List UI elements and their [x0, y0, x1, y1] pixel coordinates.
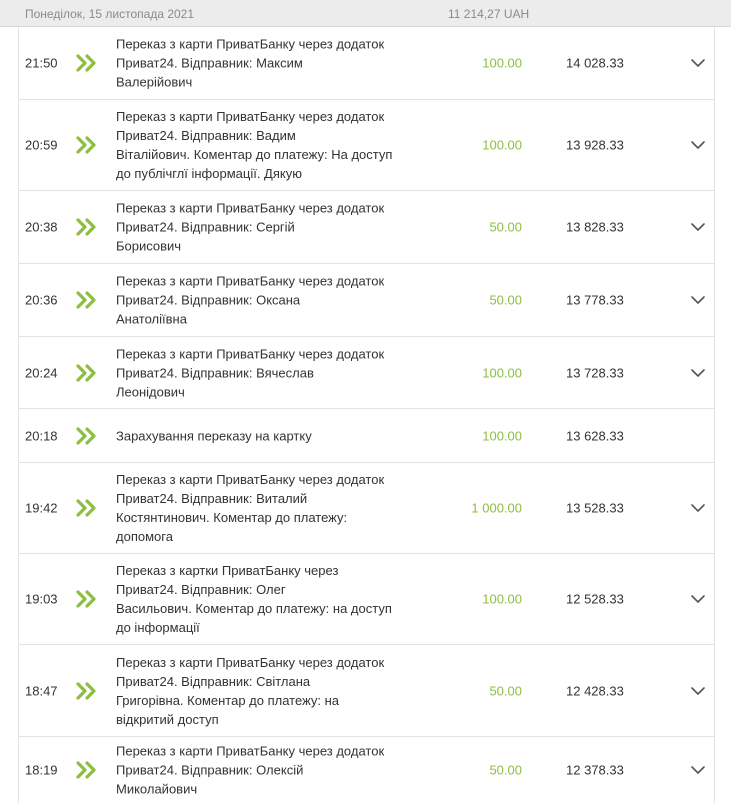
transaction-row[interactable] — [18, 554, 715, 645]
description-line: Приват24. Відправник: Вадим — [116, 128, 296, 143]
transaction-time: 20:24 — [25, 365, 58, 380]
description-line: Васильович. Коментар до платежу: на доступ — [116, 601, 392, 616]
transaction-amount: 100.00 — [482, 428, 522, 443]
transaction-row[interactable] — [18, 100, 715, 191]
day-total: 11 214,27 UAH — [448, 7, 530, 21]
transaction-time: 18:19 — [25, 762, 58, 778]
description-line: Переказ з карти ПриватБанку через додаток — [116, 273, 385, 289]
chevron-down-icon[interactable] — [691, 368, 705, 377]
double-chevron-right-icon — [76, 682, 98, 700]
transaction-time: 19:42 — [25, 500, 58, 516]
description-line: до публічглї інформації. Дякую — [116, 166, 302, 181]
description-line: Леонідович — [116, 384, 185, 399]
date-label: Понеділок, 15 листопада 2021 — [25, 7, 195, 21]
balance-after: 13 728.33 — [566, 365, 624, 380]
transaction-amount: 50.00 — [489, 292, 522, 308]
transaction-description — [116, 107, 406, 183]
description-line: до інформації — [116, 620, 200, 635]
description-line: Приват24. Відправник: Виталий — [116, 491, 308, 506]
transaction-amount: 100.00 — [482, 137, 522, 153]
transaction-time: 20:38 — [25, 219, 58, 235]
transaction-time: 20:36 — [25, 292, 58, 308]
transaction-time: 20:18 — [25, 428, 58, 443]
transaction-row[interactable] — [18, 264, 715, 337]
transaction-description — [116, 344, 406, 401]
double-chevron-right-icon — [76, 499, 98, 517]
description-line: Борисович — [116, 238, 182, 254]
chevron-down-icon[interactable] — [691, 686, 705, 695]
description-line: Приват24. Відправник: Олексій — [116, 762, 304, 778]
transaction-time: 19:03 — [25, 591, 58, 607]
description-line: Приват24. Відправник: Максим — [116, 55, 303, 71]
transaction-amount: 50.00 — [489, 683, 522, 698]
description-line: Віталійович. Коментар до платежу: На доступ — [116, 147, 393, 162]
double-chevron-right-icon — [76, 54, 98, 72]
transaction-amount: 100.00 — [482, 55, 522, 71]
transaction-amount: 50.00 — [489, 219, 522, 235]
transaction-row[interactable] — [18, 337, 715, 409]
balance-after: 12 378.33 — [566, 762, 624, 778]
double-chevron-right-icon — [76, 218, 98, 236]
transaction-description — [116, 470, 406, 546]
description-line: Приват24. Відправник: Світлана — [116, 673, 311, 689]
transaction-row[interactable] — [18, 191, 715, 264]
double-chevron-right-icon — [76, 761, 98, 779]
description-line: Переказ з карти ПриватБанку через додаток — [116, 743, 385, 759]
balance-after: 13 528.33 — [566, 500, 624, 516]
chevron-down-icon[interactable] — [691, 595, 705, 604]
description-line: Переказ з карти ПриватБанку через додаток — [116, 472, 385, 487]
transaction-row — [18, 409, 715, 463]
transaction-row[interactable] — [18, 27, 715, 100]
balance-after: 13 628.33 — [566, 428, 624, 443]
balance-after: 12 428.33 — [566, 683, 624, 698]
transaction-description — [116, 199, 406, 256]
description-line: відкритий доступ — [116, 711, 219, 727]
transaction-amount: 50.00 — [489, 762, 522, 778]
transaction-description — [116, 35, 406, 92]
balance-after: 12 528.33 — [566, 591, 624, 607]
description-line: Переказ з картки ПриватБанку через — [116, 563, 339, 578]
chevron-down-icon[interactable] — [691, 141, 705, 150]
double-chevron-right-icon — [76, 590, 98, 608]
transaction-description — [116, 742, 406, 799]
double-chevron-right-icon — [76, 427, 98, 445]
description-line: Переказ з карти ПриватБанку через додаток — [116, 109, 385, 124]
balance-after: 13 828.33 — [566, 219, 624, 235]
description-line: Миколайович — [116, 781, 198, 797]
transaction-description — [116, 561, 406, 637]
description-line: Анатоліївна — [116, 311, 187, 327]
balance-after: 14 028.33 — [566, 55, 624, 71]
transaction-time: 18:47 — [25, 683, 58, 698]
description-line: Переказ з карти ПриватБанку через додаток — [116, 36, 385, 52]
transaction-row[interactable] — [18, 463, 715, 554]
description-line: Зарахування переказу на картку — [116, 428, 312, 443]
chevron-down-icon[interactable] — [691, 504, 705, 513]
transaction-amount: 100.00 — [482, 591, 522, 607]
description-line: Переказ з карти ПриватБанку через додаток — [116, 654, 385, 670]
date-header — [0, 0, 731, 27]
description-line: допомога — [116, 529, 173, 544]
transaction-row[interactable] — [18, 737, 715, 803]
description-line: Костянтинович. Коментар до платежу: — [116, 510, 348, 525]
chevron-down-icon[interactable] — [691, 59, 705, 68]
double-chevron-right-icon — [76, 136, 98, 154]
double-chevron-right-icon — [76, 364, 98, 382]
chevron-down-icon[interactable] — [691, 296, 705, 305]
description-line: Приват24. Відправник: Сергій — [116, 219, 295, 235]
transaction-row[interactable] — [18, 645, 715, 737]
transaction-time: 21:50 — [25, 55, 58, 71]
description-line: Приват24. Відправник: Олег — [116, 582, 286, 597]
transaction-time: 20:59 — [25, 137, 58, 153]
description-line: Григорівна. Коментар до платежу: на — [116, 692, 340, 708]
balance-after: 13 928.33 — [566, 137, 624, 153]
description-line: Приват24. Відправник: Оксана — [116, 292, 301, 308]
description-line: Переказ з карти ПриватБанку через додаток — [116, 346, 385, 361]
balance-after: 13 778.33 — [566, 292, 624, 308]
transaction-description — [116, 272, 406, 329]
transaction-description — [116, 653, 406, 729]
description-line: Переказ з карти ПриватБанку через додаток — [116, 200, 385, 216]
transaction-amount: 100.00 — [482, 365, 522, 380]
description-line: Приват24. Відправник: Вячеслав — [116, 365, 314, 380]
double-chevron-right-icon — [76, 291, 98, 309]
transaction-amount: 1 000.00 — [471, 500, 522, 516]
chevron-down-icon[interactable] — [691, 223, 705, 232]
transaction-description — [116, 426, 406, 445]
description-line: Валерійович — [116, 74, 193, 90]
chevron-down-icon[interactable] — [691, 766, 705, 775]
